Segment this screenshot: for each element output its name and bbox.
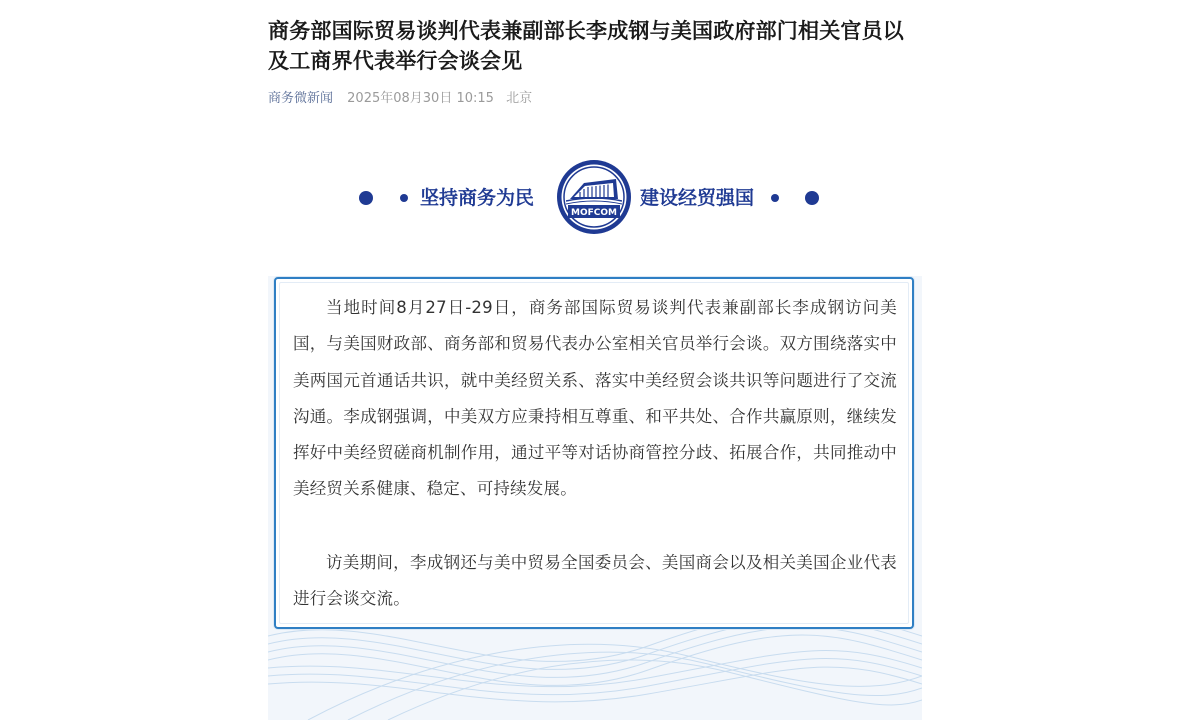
mofcom-logo-icon	[556, 159, 632, 235]
decorative-dot	[805, 191, 819, 205]
decorative-dot	[400, 194, 408, 202]
slogan-left: 坚持商务为民	[420, 187, 535, 209]
decorative-dot	[359, 191, 373, 205]
source-link[interactable]: 商务微新闻	[268, 91, 334, 106]
article-title: 商务部国际贸易谈判代表兼副部长李成钢与美国政府部门相关官员以及工商界代表举行会谈会见	[268, 19, 904, 73]
publish-location: 北京	[506, 91, 533, 106]
slogan-right: 建设经贸强国	[640, 187, 755, 209]
decorative-dot	[771, 194, 779, 202]
content-card	[274, 277, 914, 629]
paragraph: 访美期间，李成钢还与美中贸易全国委员会、美国商会以及相关美国企业代表进行会谈交流。	[293, 553, 897, 609]
slogan-banner	[268, 158, 922, 238]
logo-text: MOFCOM	[571, 208, 617, 218]
publish-date: 2025年08月30日 10:15	[347, 91, 494, 106]
article	[268, 0, 922, 720]
paragraph: 当地时间8月27日-29日，商务部国际贸易谈判代表兼副部长李成钢访问美国，与美国财政部、商务部和贸易代表办公室相关官员举行会谈。双方围绕落实中美两国元首通话共识，就中美经贸关系、落实中美经贸会谈共识等问题进行了交流沟通。李成钢强调，中美双方应秉持相互尊重、和平共处、合作共赢原则，继续发挥好中美经贸磋商机制作用，通过平等对话协商管控分歧、拓展合作，共同推动中美经贸关系健康、稳定、可持续发展。	[293, 298, 897, 499]
article-meta	[268, 89, 532, 109]
